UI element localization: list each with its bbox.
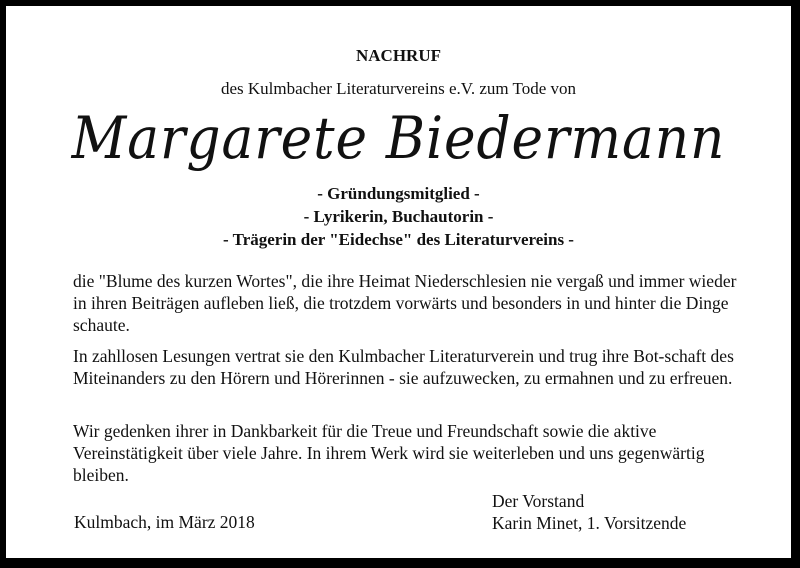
paragraph-2 bbox=[73, 345, 753, 389]
obituary-notice bbox=[6, 6, 791, 558]
paragraph-1 bbox=[73, 270, 753, 336]
paragraph-text: In zahllosen Lesungen vertrat sie den Kulmbacher Literaturverein und trug ihre Bot-schaft des Miteinanders zu den Hörern und Hörerinnen - sie aufzuwecken, zu ermahnen und zu erfreuen. bbox=[73, 346, 734, 388]
deceased-name: Margarete Biedermann bbox=[71, 104, 726, 172]
role-founding-member: - Gründungsmitglied - bbox=[317, 184, 480, 203]
signature-board: Der Vorstand bbox=[492, 491, 585, 511]
signature-chair: Karin Minet, 1. Vorsitzende bbox=[492, 513, 687, 533]
paragraph-3 bbox=[73, 420, 753, 486]
notice-subtitle: des Kulmbacher Literaturvereins e.V. zum Tode von bbox=[220, 79, 577, 98]
paragraph-text: Wir gedenken ihrer in Dankbarkeit für die Treue und Freundschaft sowie die aktive Vereinstätigkeit über viele Jahre. In ihrem Werk wird sie weiterleben und uns gegenwärtig bleiben. bbox=[73, 421, 705, 485]
paragraph-text: die "Blume des kurzen Wortes", die ihre Heimat Niederschlesien nie vergaß und immer wieder in ihren Beiträgen aufleben ließ, die trotzdem vorwärts und besonders in und hinter die Dinge schaute. bbox=[73, 271, 737, 335]
notice-title: NACHRUF bbox=[356, 46, 441, 65]
place-date: Kulmbach, im März 2018 bbox=[74, 512, 255, 532]
signature-block bbox=[492, 490, 686, 534]
role-award-holder: - Trägerin der "Eidechse" des Literaturvereins - bbox=[223, 230, 574, 249]
role-poet-author: - Lyrikerin, Buchautorin - bbox=[303, 207, 494, 226]
